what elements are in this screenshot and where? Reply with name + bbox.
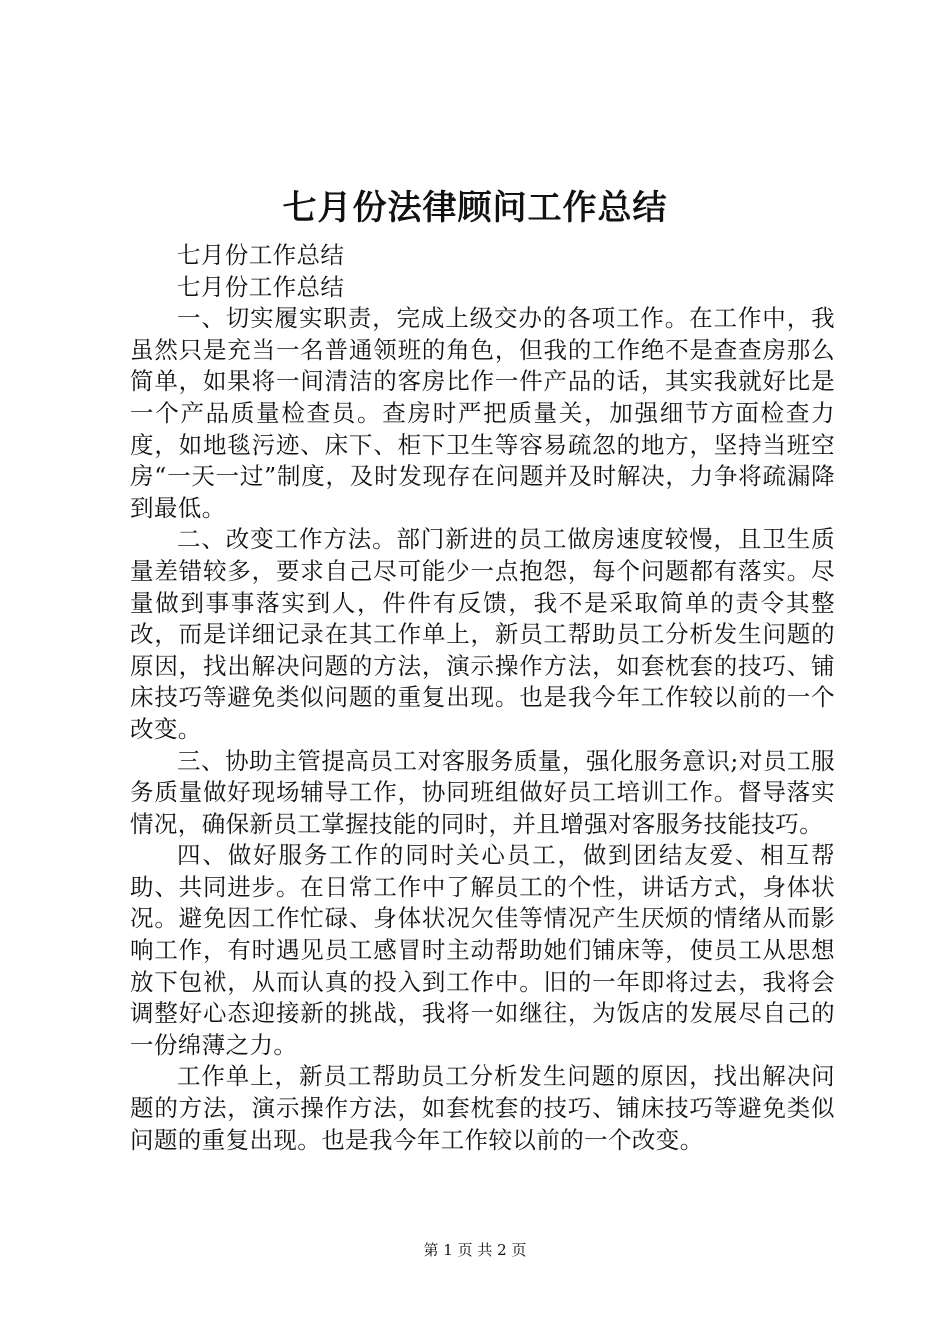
paragraph-subtitle-2: 七月份工作总结	[177, 272, 345, 301]
paragraph-section-3: 三、协助主管提高员工对客服务质量，强化服务意识;对员工服务质量做好现场辅导工作，协同班组做好员工培训工作。督导落实情况，确保新员工掌握技能的同时，并且增强对客服务技能技巧。	[130, 746, 835, 838]
paragraph-section-2: 二、改变工作方法。部门新进的员工做房速度较慢，且卫生质量差错较多，要求自己尽可能少一点抱怨，每个问题都有落实。尽量做到事事落实到人，件件有反馈，我不是采取简单的责令其整改，而是详细记录在其工作单上，新员工帮助员工分析发生问题的原因，找出解决问题的方法，演示操作方法，如套枕套的技巧、铺床技巧等避免类似问题的重复出现。也是我今年工作较以前的一个改变。	[130, 525, 835, 743]
paragraph-closing: 工作单上，新员工帮助员工分析发生问题的原因，找出解决问题的方法，演示操作方法，如套枕套的技巧、铺床技巧等避免类似问题的重复出现。也是我今年工作较以前的一个改变。	[130, 1062, 835, 1154]
document-body	[130, 240, 835, 1156]
paragraph-subtitle-1: 七月份工作总结	[177, 241, 345, 269]
document-title: 七月份法律顾问工作总结	[282, 188, 668, 228]
paragraph-section-1: 一、切实履实职责，完成上级交办的各项工作。在工作中，我虽然只是充当一名普通领班的角色，但我的工作绝不是查查房那么简单，如果将一间清洁的客房比作一件产品的话，其实我就好比是一个产品质量检查员。查房时严把质量关，加强细节方面检查力度，如地毯污迹、床下、柜下卫生等容易疏忽的地方，坚持当班空房“一天一过”制度，及时发现存在问题并及时解决，力争将疏漏降到最低。	[130, 304, 835, 522]
paragraph-section-4: 四、做好服务工作的同时关心员工，做到团结友爱、相互帮助、共同进步。在日常工作中了解员工的个性，讲话方式，身体状况。避免因工作忙碌、身体状况欠佳等情况产生厌烦的情绪从而影响工作，有时遇见员工感冒时主动帮助她们铺床等，使员工从思想放下包袱，从而认真的投入到工作中。旧的一年即将过去，我将会调整好心态迎接新的挑战，我将一如继往，为饭店的发展尽自己的一份绵薄之力。	[130, 841, 835, 1059]
page-number-footer: 第 1 页 共 2 页	[423, 1241, 527, 1259]
